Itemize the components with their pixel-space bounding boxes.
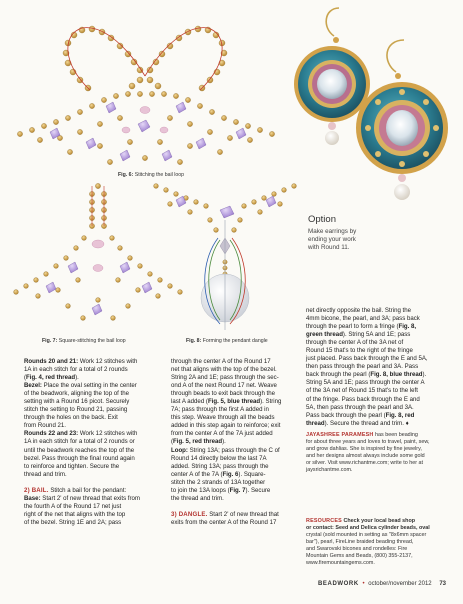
text-line <box>171 358 313 366</box>
text-line <box>306 404 456 412</box>
text-line <box>306 396 456 404</box>
page-number: 73 <box>439 581 446 587</box>
text-line <box>171 438 313 446</box>
bold-run: Fig. 4, red thread <box>26 374 76 382</box>
bold-run: thread <box>306 419 325 427</box>
issue-date: october/november 2012 <box>368 581 432 587</box>
magazine-name: BEADWORK <box>318 581 359 587</box>
text-run: String 13A; pass through the C of <box>187 446 280 454</box>
text-run: ). String <box>260 398 282 406</box>
text-line <box>24 358 166 366</box>
text-run: through the center A of the 3A net of <box>306 339 404 347</box>
earring-illustration <box>284 0 463 240</box>
text-run: added. String 13A; pass through the <box>171 462 269 470</box>
text-run: through beads to exit back through the <box>171 390 276 398</box>
text-run: ). Secure the thread and trim. ♦ <box>324 419 409 427</box>
resources-line: and Swarovski bicones and rondelles: Fire <box>306 546 408 552</box>
bold-run: Bezel: <box>24 382 42 390</box>
text-column-3 <box>306 307 456 428</box>
text-run: ond A of the next Round 17 net. Weave <box>171 382 277 390</box>
text-line <box>24 390 166 398</box>
option-line: with Round 11. <box>308 244 350 252</box>
bio-line: and her designs almost always include some gold <box>306 453 425 459</box>
figure-8-caption <box>186 338 268 344</box>
text-run: Work 12 stitches with <box>78 430 138 438</box>
figure-6-caption <box>118 172 184 178</box>
text-line <box>171 406 313 414</box>
text-run: 1A in each stitch for a total of 2 rounds or <box>24 438 135 446</box>
text-run: stitch the 2 strands of 13A together <box>171 478 266 486</box>
text-run: ). Secure <box>245 486 271 494</box>
text-line <box>306 355 456 363</box>
text-line <box>24 487 166 495</box>
text-run: setting with a Round 16 picot. Securely <box>24 398 130 406</box>
text-line <box>24 406 166 414</box>
text-line <box>24 438 166 446</box>
resources-box <box>306 518 456 567</box>
section-heading: 3) DANGLE. <box>171 510 208 518</box>
bold-run: Rounds 22 and 23: <box>24 430 79 438</box>
resources-line: crystal (sold mounted in setting as "8x6mm spacer <box>306 532 427 538</box>
text-line <box>306 315 456 323</box>
text-run: Round 15 that's to the right of the fringe <box>306 347 413 355</box>
figure-7-number: Fig. 7: <box>42 338 58 344</box>
text-run: to join the 13A loops ( <box>171 486 230 494</box>
bold-run: Fig. 8, <box>398 323 417 331</box>
text-line <box>306 323 456 331</box>
text-run: Stitch a bail for the pendant: <box>48 486 127 494</box>
text-line <box>24 366 166 374</box>
text-line <box>24 503 166 511</box>
text-line <box>171 382 313 390</box>
earring-photo <box>284 0 463 240</box>
bio-line: for about three years and loves to travel, paint, sew, <box>306 439 430 445</box>
figure-7-text: Square-stitching the bail loop <box>58 338 126 344</box>
bio-line: and grow dahlias. She is inspired by fine jewelry, <box>306 446 422 452</box>
resources-line: or contact: Seed and Delica cylinder beads, oval <box>306 525 430 531</box>
bold-run: Fig. 7 <box>229 486 246 494</box>
text-line <box>171 398 313 406</box>
text-run: String 5A and 1E; pass through the center A <box>306 379 425 387</box>
text-line <box>171 495 313 503</box>
text-run: Work 12 stitches with <box>78 358 138 365</box>
bold-run: Rounds 20 and 21: <box>24 358 79 365</box>
text-run: Place the oval setting in the center <box>41 382 137 390</box>
text-column-2 <box>171 358 313 527</box>
text-run: exits from the center A of the Round 17 <box>171 518 277 526</box>
text-line <box>24 447 166 455</box>
bold-run: Base: <box>24 494 41 502</box>
text-run: Start 2' of new thread that exits from <box>40 494 140 502</box>
text-run: from Round 21. <box>24 422 67 430</box>
text-run: 7A; pass through the first A added in <box>171 406 269 414</box>
footer-separator: • <box>362 581 365 587</box>
option-line: Make earrings by <box>308 228 357 235</box>
text-run: 1A in each stitch for a total of 2 rounds <box>24 366 128 374</box>
text-line <box>24 463 166 471</box>
text-run: this step. Weave through all the beads <box>171 414 275 422</box>
text-line <box>171 463 313 471</box>
text-line <box>24 382 166 390</box>
bold-run: Fig. 8, blue thread <box>370 371 423 379</box>
text-line <box>171 430 313 438</box>
text-line <box>24 398 166 406</box>
bold-run: Fig. 5, red thread <box>173 438 223 446</box>
text-run: of the bezel. String 1E and 2A; pass <box>24 518 122 526</box>
text-run: to reinforce and tighten. Secure the <box>24 462 120 470</box>
bold-run: Fig. 8, red <box>385 411 415 419</box>
figure-8 <box>150 180 300 340</box>
text-line <box>306 307 456 315</box>
text-line <box>171 503 313 511</box>
figure-8-illustration <box>150 180 300 340</box>
author-bio <box>306 432 456 474</box>
bold-run: green thread <box>306 331 343 339</box>
text-line <box>24 511 166 519</box>
text-line <box>306 339 456 347</box>
text-line <box>171 422 313 430</box>
text-line <box>171 479 313 487</box>
text-line <box>171 487 313 495</box>
option-title: Option <box>308 214 336 225</box>
text-line <box>24 519 166 527</box>
text-line <box>306 363 456 371</box>
text-line <box>306 420 456 428</box>
text-run: of the fringe. Pass back through the E and <box>306 395 420 403</box>
bio-line: jaysrichantme.com. <box>306 467 353 473</box>
page-footer <box>318 581 446 587</box>
text-run: Start 2' of new thread that <box>207 510 279 518</box>
text-line <box>24 495 166 503</box>
text-run: right of the net that aligns with the top <box>24 510 126 518</box>
text-run: added in this step again to reinforce; exit <box>171 422 281 430</box>
text-run: ( <box>24 374 27 382</box>
text-line <box>171 390 313 398</box>
bio-line: has been beading <box>373 432 418 438</box>
option-line: ending your work <box>308 236 356 244</box>
text-run: ). <box>422 371 427 379</box>
author-name: JAYASHREE PARAMESH <box>306 432 374 438</box>
resources-line: bar"), pearl, FireLine braided beading thread, <box>306 539 414 545</box>
text-run: ). Square- <box>238 470 266 478</box>
text-run: thread and trim. <box>24 470 67 478</box>
text-run: center A of the 7A ( <box>171 470 223 478</box>
text-run: bezel. Pass through the final round again <box>24 454 135 462</box>
text-line <box>171 519 313 527</box>
text-run: last A added ( <box>171 398 208 406</box>
figure-7-caption <box>42 338 126 344</box>
figure-6 <box>10 6 285 176</box>
text-line <box>306 347 456 355</box>
text-line <box>171 455 313 463</box>
text-run: through the holes on the back. Exit <box>24 414 118 422</box>
text-run: back through the pearl ( <box>306 371 371 379</box>
text-run: then pass through the pearl and 3A. Pass <box>306 363 419 371</box>
text-run: ( <box>171 438 174 446</box>
bio-line: or silver. Visit www.richantme.com; write to her at <box>306 460 424 466</box>
text-line <box>306 379 456 387</box>
text-run: String 2A and 1E; pass through the sec- <box>171 374 279 382</box>
text-line <box>306 371 456 379</box>
text-run: from the center A of the 7A just added <box>171 430 273 438</box>
text-run: Round 14 directly below the last 7A <box>171 454 267 462</box>
text-run: ). <box>75 374 79 382</box>
text-line <box>306 412 456 420</box>
text-run: through the center A of the Round 17 <box>171 358 271 365</box>
option-body <box>308 228 448 252</box>
text-line <box>171 366 313 374</box>
text-line <box>171 471 313 479</box>
text-line <box>24 455 166 463</box>
text-run: ). String 5A and 1E; pass <box>342 331 411 339</box>
figure-6-illustration <box>10 6 285 176</box>
text-run: just placed. Pass back through the E and 5A, <box>306 355 428 363</box>
text-run: 5A, then pass through the pearl and 3A. <box>306 403 414 411</box>
section-heading: 2) BAIL. <box>24 486 49 494</box>
text-line <box>24 471 166 479</box>
text-line <box>24 414 166 422</box>
text-line <box>171 374 313 382</box>
text-run: net directly opposite the bail. String the <box>306 307 412 314</box>
text-run: stitch the setting to Round 21, passing <box>24 406 128 414</box>
text-line <box>24 479 166 487</box>
figure-8-number: Fig. 8: <box>186 338 202 344</box>
figure-6-number: Fig. 6: <box>118 172 134 178</box>
text-run: the fourth A of the Round 17 net just <box>24 502 122 510</box>
text-run: 4mm bicone, the pearl, and 3A; pass back <box>306 315 420 323</box>
text-run: until the beadwork reaches the top of the <box>24 446 135 454</box>
text-column-1 <box>24 358 166 527</box>
text-run: through the pearl to form a fringe ( <box>306 323 399 331</box>
text-line <box>306 331 456 339</box>
bold-run: Fig. 5, blue thread <box>207 398 261 406</box>
resources-line: Check your local bead shop <box>341 518 416 524</box>
figure-6-text: Stitching the bail loop <box>134 172 185 178</box>
resources-line: www.firemountaingems.com. <box>306 560 375 566</box>
text-line <box>306 387 456 395</box>
text-run: the thread and trim. <box>171 494 224 502</box>
text-run: Pass back through the pearl ( <box>306 411 386 419</box>
resources-line: Mountain Gems and Beads, (800) 355-2137, <box>306 553 413 559</box>
bold-run: Fig. 6 <box>222 470 239 478</box>
resources-heading: RESOURCES <box>306 518 342 524</box>
bold-run: Loop: <box>171 446 188 454</box>
text-run: of the beadwork, aligning the top of the <box>24 390 130 398</box>
text-line <box>171 511 313 519</box>
text-line <box>24 430 166 438</box>
text-line <box>24 374 166 382</box>
text-run: net that aligns with the top of the bezel. <box>171 366 277 374</box>
text-line <box>171 414 313 422</box>
figure-8-text: Forming the pendant dangle <box>202 338 268 344</box>
text-line <box>24 422 166 430</box>
text-run: ). <box>222 438 226 446</box>
text-line <box>171 447 313 455</box>
text-run: of the 3A net of Round 15 that's to the left <box>306 387 418 395</box>
